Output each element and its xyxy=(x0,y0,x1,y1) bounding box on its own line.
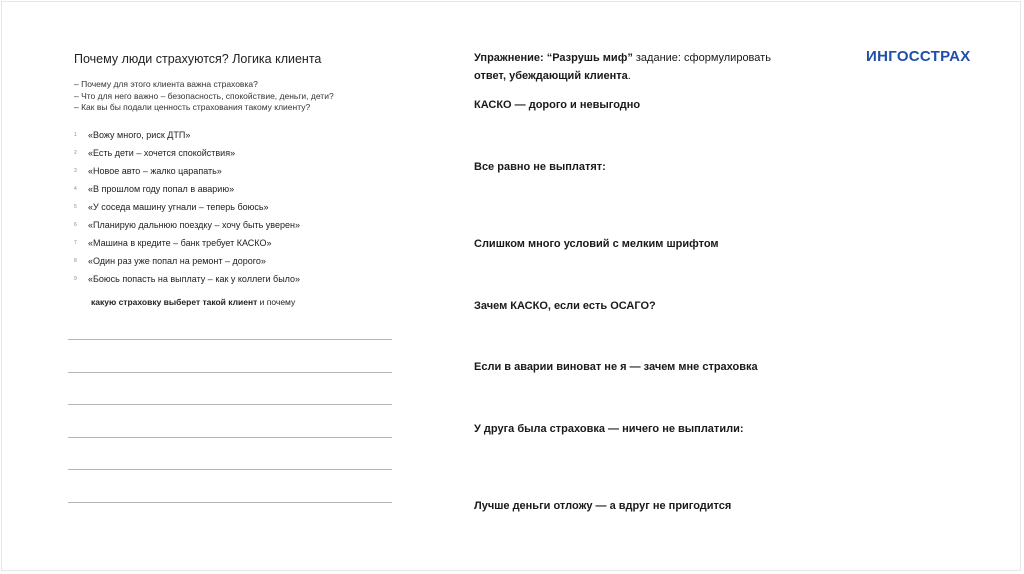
quote-text: «У соседа машину угнали – теперь боюсь» xyxy=(88,201,269,212)
quote-item xyxy=(74,144,404,162)
answer-lines xyxy=(68,339,392,534)
myth-item: Все равно не выплатят: xyxy=(474,161,606,173)
quote-number: 6 xyxy=(74,221,77,228)
quote-text: «Новое авто – жалко царапать» xyxy=(88,165,222,176)
quote-item xyxy=(74,216,404,234)
myth-exercise-section xyxy=(474,49,804,512)
answer-line[interactable] xyxy=(68,437,392,438)
question-line: – Как вы бы подали ценность страхования такому клиенту? xyxy=(74,102,311,112)
answer-line[interactable] xyxy=(68,502,392,503)
quote-number: 8 xyxy=(74,257,77,264)
myth-item: Если в аварии виноват не я — зачем мне страховка xyxy=(474,361,758,373)
myth-item: У друга была страховка — ничего не выплатили: xyxy=(474,423,744,435)
quote-item xyxy=(74,270,404,288)
quote-item xyxy=(74,180,404,198)
quote-number: 1 xyxy=(74,131,77,138)
client-logic-section xyxy=(74,52,404,307)
myth-item: КАСКО — дорого и невыгодно xyxy=(474,99,641,111)
answer-line[interactable] xyxy=(68,372,392,373)
quote-text: «В прошлом году попал в аварию» xyxy=(88,183,235,194)
exercise-title: Упражнение: “Разрушь миф” xyxy=(474,52,633,64)
myth-item: Лучше деньги отложу — а вдруг не пригодится xyxy=(474,500,732,512)
quote-item xyxy=(74,234,404,252)
question-line: – Что для него важно – безопасность, спокойствие, деньги, дети? xyxy=(74,90,334,101)
section-title: Почему люди страхуются? Логика клиента xyxy=(74,52,322,66)
quote-item xyxy=(74,126,404,144)
quote-number: 7 xyxy=(74,239,77,246)
answer-line[interactable] xyxy=(68,339,392,340)
quote-number: 9 xyxy=(74,275,77,282)
quote-number: 3 xyxy=(74,167,77,174)
quote-text: «Боюсь попасть на выплату – как у коллеги было» xyxy=(88,273,301,284)
ingosstrakh-logo: ИНГОССТРАХ xyxy=(866,48,971,65)
quote-number: 2 xyxy=(74,149,77,156)
exercise-heading xyxy=(474,49,804,85)
quote-number: 4 xyxy=(74,185,77,192)
quote-text: «Планирую дальнюю поездку – хочу быть уверен» xyxy=(88,219,300,230)
quote-text: «Вожу много, риск ДТП» xyxy=(88,129,191,140)
guiding-questions xyxy=(74,79,404,114)
quote-text: «Один раз уже попал на ремонт – дорого» xyxy=(88,255,266,266)
quote-number: 5 xyxy=(74,203,77,210)
answer-line[interactable] xyxy=(68,404,392,405)
quote-text: «Есть дети – хочется спокойствия» xyxy=(88,147,236,158)
answer-line[interactable] xyxy=(68,469,392,470)
quote-item xyxy=(74,162,404,180)
exercise-period: . xyxy=(627,70,631,82)
task-instruction xyxy=(74,297,404,307)
quote-item xyxy=(74,198,404,216)
myth-item: Зачем КАСКО, если есть ОСАГО? xyxy=(474,300,656,312)
exercise-task-line2: ответ, убеждающий клиента xyxy=(474,70,628,82)
question-line: – Почему для этого клиента важна страховка? xyxy=(74,79,258,89)
exercise-task: задание: сформулировать xyxy=(632,52,771,64)
myth-item: Слишком много условий с мелким шрифтом xyxy=(474,238,719,250)
quote-item xyxy=(74,252,404,270)
task-rest: и почему xyxy=(257,296,296,307)
quote-text: «Машина в кредите – банк требует КАСКО» xyxy=(88,237,272,248)
task-bold: какую страховку выберет такой клиент xyxy=(91,296,258,307)
client-quotes-list xyxy=(74,126,404,288)
